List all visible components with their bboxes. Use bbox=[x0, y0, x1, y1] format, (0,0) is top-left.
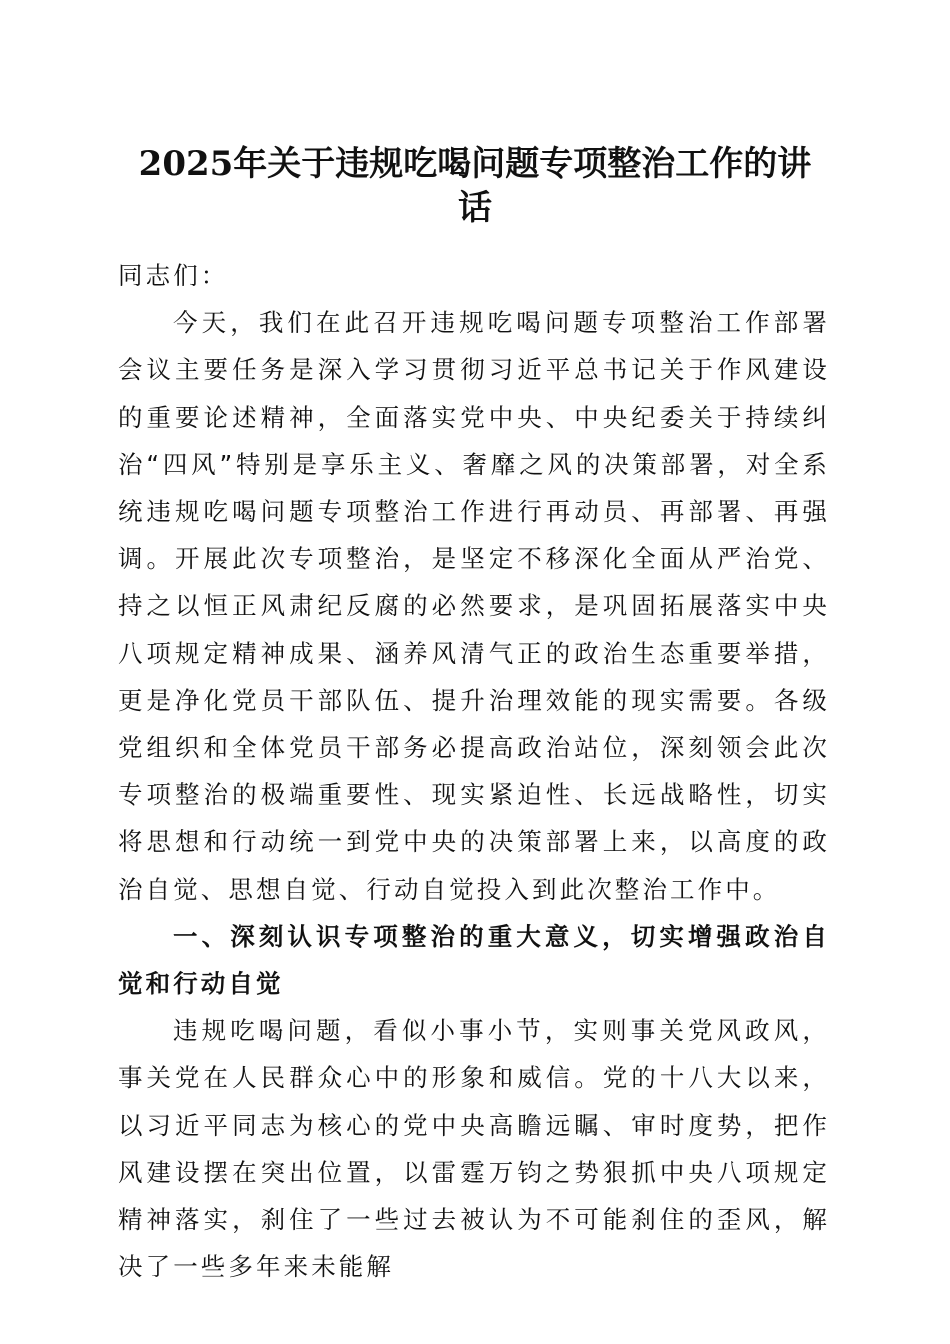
opening-paragraph: 今天，我们在此召开违规吃喝问题专项整治工作部署会议主要任务是深入学习贯彻习近平总书记关于作风建设的重要论述精神，全面落实党中央、中央纪委关于持续纠治“四风”特别是享乐主义、奢靡之风的决策部署，对全系统违规吃喝问题专项整治工作进行再动员、再部署、再强调。开展此次专项整治，是坚定不移深化全面从严治党、持之以恒正风肃纪反腐的必然要求，是巩固拓展落实中央八项规定精神成果、涵养风清气正的政治生态重要举措，更是净化党员干部队伍、提升治理效能的现实需要。各级党组织和全体党员干部务必提高政治站位，深刻领会此次专项整治的极端重要性、现实紧迫性、长远战略性，切实将思想和行动统一到党中央的决策部署上来，以高度的政治自觉、思想自觉、行动自觉投入到此次整治工作中。 bbox=[118, 308, 830, 904]
document-body bbox=[118, 252, 830, 1290]
salutation: 同志们： bbox=[118, 261, 229, 290]
section-heading-1: 一、深刻认识专项整治的重大意义，切实增强政治自觉和行动自觉 bbox=[118, 921, 830, 999]
document-title: 2025年关于违规吃喝问题专项整治工作的讲 bbox=[138, 144, 812, 184]
document-title-continuation: 话 bbox=[458, 188, 492, 228]
section-1-paragraph: 违规吃喝问题，看似小事小节，实则事关党风政风，事关党在人民群众心中的形象和威信。党的十八大以来，以习近平同志为核心的党中央高瞻远瞩、审时度势，把作风建设摆在突出位置，以雷霆万钧之势狠抓中央八项规定精神落实，刹住了一些过去被认为不可能刹住的歪风，解决了一些多年来未能解 bbox=[118, 1016, 830, 1282]
